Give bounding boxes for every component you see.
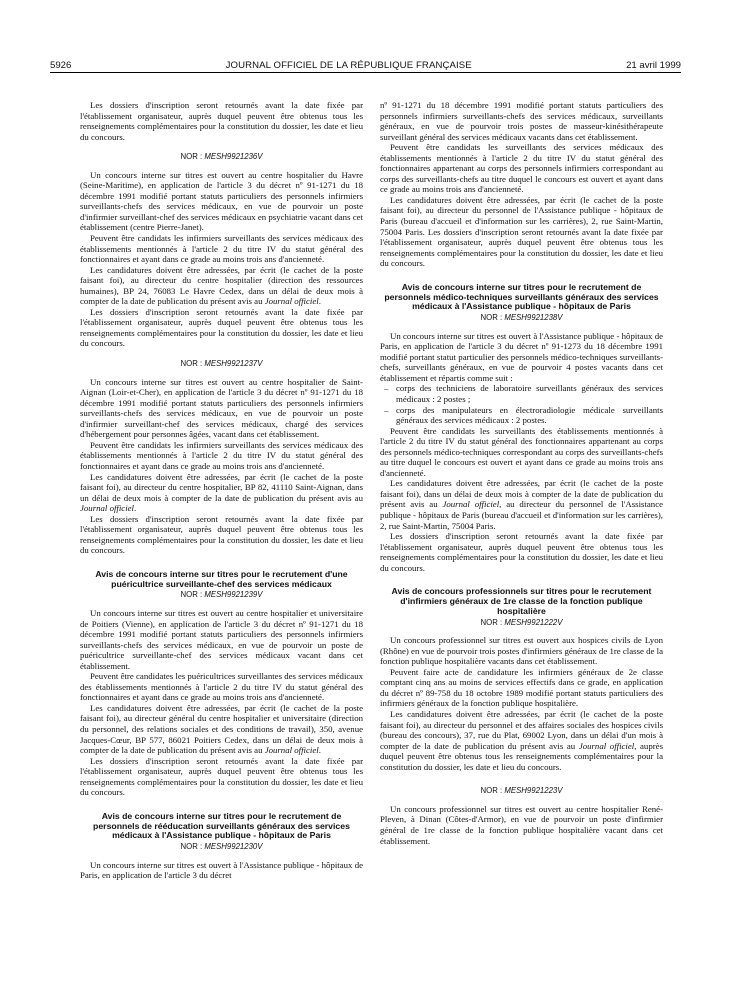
paragraph: Les candidatures doivent être adressées, par écrit (le cachet de la poste faisant foi), au directeur du centre hospitalier (direction des ressources humaines), BP 24, 76083 Le Havre Cedex, dans un délai de deux mois à compter de la date de publication du présent avis au Journal officiel. [80,264,363,307]
paragraph: Un concours interne sur titres est ouvert à l'Assistance publique - hôpitaux de Paris, en application de l'article 3 du décret nº 91-1273 du 18 décembre 1991 modifié portant statut particulier des personnels médico-techniques surveillants-chefs, surveillants généraux, en vue de pourvoir 4 postes vacants dans cet établissement et répartis comme suit : [380,330,663,383]
paragraph: Peuvent être candidats les infirmiers surveillants des services médicaux des établissements mentionnés à l'article 2 du titre IV du statut général des fonctionnaires et ayant dans ce grade au moins trois ans d'ancienneté. [80,439,363,471]
paragraph: Un concours interne sur titres est ouvert au centre hospitalier et universitaire de Poitiers (Vienne), en application de l'article 3 du décret nº 91-1271 du 18 décembre 1991 modifié portant statuts particuliers des personnels infirmiers surveillants-chefs des services médicaux, en vue de pourvoir un poste de puéricultrice surveillante-chef des services médicaux vacant dans cet établissement. [80,608,363,671]
paragraph: Les candidatures doivent être adressées, par écrit (le cachet de la poste faisant foi), dans un délai de deux mois à compter de la date de publication du présent avis au Journal officiel, au directeur du personnel de l'Assistance publique - hôpitaux de Paris (bureau d'accueil et d'information sur les carrières), 2, rue Saint-Martin, 75004 Paris. [380,478,664,531]
paragraph: Les candidatures doivent être adressées, par écrit (le cachet de la poste faisant foi), au directeur du personnel et des affaires sociales des hospices civils (bureau des concours), 37, rue du Plat, 69002 Lyon, dans un délai d'un mois à compter de la date de publication du présent avis au Journal officiel, auprès duquel peuvent être obtenus tous les renseignements complémentaires pour la constitution du dossier, les date et lieu du concours. [380,709,663,772]
right-column [380,100,663,846]
paragraph: Les dossiers d'inscription seront retournés avant la date fixée par l'établissement organisateur, auprès duquel peuvent être obtenus tous les renseignements complémentaires pour la constitution du dossier, les date et lieu du concours. [380,531,663,573]
paragraph: Peuvent faire acte de candidature les infirmiers généraux de 2e classe comptant cinq ans au moins de services effectifs dans ce grade, en application du décret nº 89-758 du 18 octobre 1989 modifié portant statuts particuliers des infirmiers généraux de la fonction publique hospitalière. [380,666,663,709]
journal-title: JOURNAL OFFICIEL DE LA RÉPUBLIQUE FRANÇAISE [225,60,472,71]
paragraph: Les dossiers d'inscription seront retournés avant la date fixée par l'établissement organisateur, auprès duquel peuvent être obtenus tous les renseignements complémentaires pour la constitution du dossier, les date et lieu du concours. [80,306,363,349]
section-heading: Avis de concours professionnels sur titres pour le recrutement d'infirmiers généraux de 1re classe de la fonction publique hospitalière [391,586,652,616]
left-column [80,100,363,881]
paragraph: Les candidatures doivent être adressées, par écrit (le cachet de la poste faisant foi), au directeur du centre hospitalier, BP 82, 41110 Saint-Aignan, dans un délai de deux mois à compter de la date de publication du présent avis au Journal officiel. [80,471,363,514]
paragraph: nº 91-1271 du 18 décembre 1991 modifié portant statuts particuliers des personnels infirmiers surveillants-chefs des services médicaux, surveillants généraux, en vue de pourvoir trois postes de masseur-kinésithérapeute surveillant général des services médicaux vacants dans cet établissement. [380,100,663,142]
paragraph: Les dossiers d'inscription seront retournés avant la date fixée par l'établissement organisateur, auprès duquel peuvent être obtenus tous les renseignements complémentaires pour la constitution du dossier, les date et lieu du concours. [80,100,363,142]
paragraph: Un concours interne sur titres est ouvert à l'Assistance publique - hôpitaux de Paris, en application de l'article 3 du décret [80,859,363,881]
issue-date: 21 avril 1999 [626,60,681,71]
paragraph: Un concours interne sur titres est ouvert au centre hospitalier de Saint-Aignan (Loir-et-Cher), en application de l'article 3 du décret nº 91-1271 du 18 décembre 1991 modifié portant statuts particuliers des personnels infirmiers surveillants-chefs des services médicaux, en vue de pourvoir un poste d'infirmier surveillant-chef des services médicaux, chargé des services d'hébergement pour personnes âgées, vacant dans cet établissement. [80,376,363,440]
nor-reference: NOR : MESH9921239V [180,590,263,600]
paragraph: Peuvent être candidats les surveillants des établissements mentionnés à l'article 2 du titre IV du statut général des fonctionnaires appartenant au corps des personnels médico-techniques correspondant au corps des surveillants-chefs au titre duquel le concours est ouvert et ayant dans ce grade au moins trois ans d'ancienneté. [380,425,663,478]
paragraph: Peuvent être candidates les puéricultrices surveillantes des services médicaux des établissements mentionnés à l'article 2 du titre IV du statut général des fonctionnaires et ayant dans ce grade au moins trois ans d'ancienneté. [80,671,363,703]
paragraph: Un concours interne sur titres est ouvert au centre hospitalier du Havre (Seine-Maritime), en application de l'article 3 du décret nº 91-1271 du 18 décembre 1991 modifié portant statuts particuliers des personnels infirmiers surveillants-chefs des services médicaux, en vue de pourvoir un poste d'infirmier surveillant-chef des services médicaux en psychiatrie vacant dans cet établissement (centre Pierre-Janet). [80,169,363,233]
list-item: – corps des techniciens de laboratoire surveillants généraux des services médicaux : 2 postes ; [384,383,663,404]
section-heading: Avis de concours interne sur titres pour le recrutement de personnels de rééducation surveillants généraux des services médicaux à l'Assistance publique - hôpitaux de Paris [93,810,350,841]
nor-reference: NOR : MESH9921238V [480,313,563,323]
paragraph: Les dossiers d'inscription seront retournés avant la date fixée par l'établissement organisateur, auprès duquel peuvent être obtenus tous les renseignements complémentaires pour la constitution du dossier, les date et lieu du concours. [80,755,363,798]
paragraph: Peuvent être candidats les infirmiers surveillants des services médicaux des établissements mentionnés à l'article 2 du titre IV du statut général des fonctionnaires et ayant dans ce grade au moins trois ans d'ancienneté. [80,233,363,265]
list-item: – corps des manipulateurs en électroradiologie médicale surveillants généraux des services médicaux : 2 postes. [384,404,663,426]
paragraph: Un concours professionnel sur titres est ouvert au centre hospitalier René-Pleven, à Dinan (Côtes-d'Armor), en vue de pourvoir un poste d'infirmier général de 1re classe de la fonction publique hospitalière vacant dans cet établissement. [380,803,663,846]
page-header [50,55,681,71]
paragraph: Les candidatures doivent être adressées, par écrit (le cachet de la poste faisant foi), au directeur du personnel de l'Assistance publique - hôpitaux de Paris (bureau d'accueil et d'information sur les carrières), 2, rue Saint-Martin, 75004 Paris. Les dossiers d'inscription seront retournés avant la date fixée par l'établissement organisateur, auprès duquel peuvent être obtenus tous les renseignements complémentaires pour la constitution du dossier, les date et lieu du concours. [380,194,663,269]
paragraph: Un concours professionnel sur titres est ouvert aux hospices civils de Lyon (Rhône) en vue de pourvoir trois postes d'infirmiers généraux de 1re classe de la fonction publique hospitalière vacants dans cet établissement. [380,635,663,667]
nor-reference: NOR : MESH9921237V [180,359,263,369]
section-heading: Avis de concours interne sur titres pour le recrutement de personnels médico-techniques surveillants généraux des services médicaux à l'Assistance publique - hôpitaux de Paris [384,281,659,312]
nor-reference: NOR : MESH9921223V [480,786,563,796]
paragraph: Les dossiers d'inscription seront retournés avant la date fixée par l'établissement organisateur, auprès duquel peuvent être obtenus tous les renseignements complémentaires pour la constitution du dossier, les date et lieu du concours. [80,513,363,556]
nor-reference: NOR : MESH9921230V [180,842,263,852]
page-number: 5926 [50,60,72,71]
nor-reference: NOR : MESH9921222V [480,617,563,627]
paragraph: Les candidatures doivent être adressées, par écrit (le cachet de la poste faisant foi), au directeur général du centre hospitalier et universitaire (direction du personnel, des relations sociales et des conditions de travail), 350, avenue Jacques-Cœur, BP 577, 86021 Poitiers Cedex, dans un délai de deux mois à compter de la date de publication du présent avis au Journal officiel. [80,702,363,756]
header-rule [50,72,681,73]
section-heading: Avis de concours interne sur titres pour le recrutement d'une puéricultrice surveillante-chef des services médicaux [95,568,348,589]
paragraph: Peuvent être candidats les surveillants des services médicaux des établissements mentionnés à l'article 2 du titre IV du statut général des fonctionnaires appartenant au corps des personnels infirmiers correspondant au corps des surveillants-chefs au titre duquel le concours est ouvert et ayant dans ce grade au moins trois ans d'ancienneté. [380,142,663,195]
nor-reference: NOR : MESH9921236V [180,152,263,162]
